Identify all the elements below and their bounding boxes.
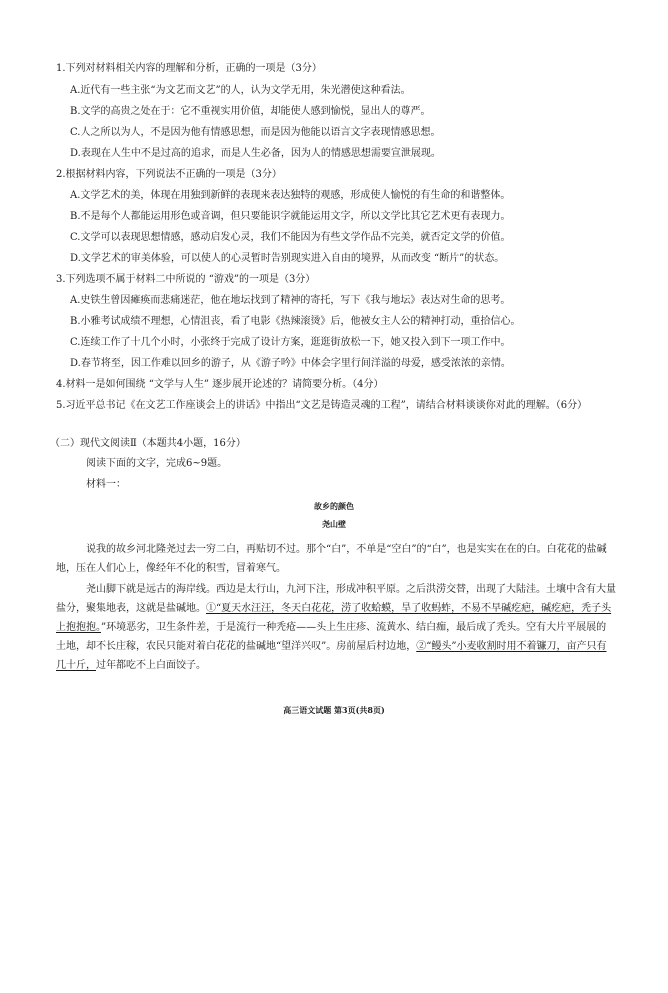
question-2-option-a: A.文学艺术的美，体现在用独到新鲜的表现来表达独特的观感，形成使人愉悦的有生命的和谐整体。 — [70, 190, 511, 201]
question-5: 5.习近平总书记《在文艺工作座谈会上的讲话》中指出“文艺是铸造灵魂的工程”，请结合材料谈谈你对此的理解。（6分） — [56, 400, 588, 411]
question-3-option-a: A.史铁生曾因瘫痪而悲痛迷茫，他在地坛找到了精神的寄托，写下《我与地坛》表达对生命的思考。 — [70, 295, 511, 306]
question-2-stem: 2.根据材料内容，下列说法不正确的一项是（3分） — [56, 169, 282, 180]
question-3-stem: 3.下列选项不属于材料二中所说的 “游戏”的一项是（3分） — [56, 274, 316, 285]
paragraph-2: 尧山脚下就是远古的海岸线。西边是太行山，九河下注，形成冲积平原。之后洪涝交替，出现了大陆洼。土壤中含有大量盐分，聚集地表，这就是盐碱地。①“夏天水汪汪，冬天白花花，涝了收蛤蟆，旱了收蚂蚱，不易不早碱疙疤，碱疙疤，秃子头上抱抱抱。”环境恶劣，卫生条件差，于是流行一种秃疮——头上生庄疹、流黄水、结白痂，最后成了秃头。空有大片平展展的土地，却不长庄稼，农民只能对着白花花的盐碱地“望洋兴叹”。房前屋后村边地，②“鳗头”小麦收割时用不着镰刀，亩产只有几十斤，过年都吃不上白面饺子。 — [56, 584, 616, 671]
article-author: 尧山壁 — [322, 519, 346, 529]
question-4: 4.材料一是如何围绕 “文学与人生” 逐步展开论述的？请简要分析。（4分） — [56, 379, 384, 390]
question-1-option-b: B.文学的高贵之处在于：它不重视实用价值，却能使人感到愉悦，显出人的尊严。 — [70, 106, 431, 117]
paragraph-1: 说我的故乡河北隆尧过去一穷二白，再贴切不过。那个“白”，不单是“空白”的“白”，也是实实在在的白。白花花的盐碱地，压在人们心上，像经年不化的积雪，冒着寒气。 — [56, 544, 607, 574]
question-1-stem: 1.下列对材料相关内容的理解和分析，正确的一项是（3分） — [56, 63, 322, 74]
question-3-option-b: B.小雅考试成绩不理想，心情沮丧，看了电影《热辣滚烫》后，他被女主人公的精神打动，重拾信心。 — [70, 316, 521, 327]
question-1-option-a: A.近代有一些主张“为文艺而文艺”的人，认为文学无用，朱光潜使这种看法。 — [70, 85, 411, 96]
reading-instruction: 阅读下面的文字，完成6~9题。 — [86, 458, 228, 469]
question-2-option-d: D.文学艺术的审美体验，可以使人的心灵暂时告别现实进入自由的境界，从而改变 “断片”的状态。 — [70, 253, 505, 264]
article-title: 故乡的颜色 — [314, 501, 354, 511]
question-2-option-b: B.不是每个人都能运用形色或音调，但只要能识字就能运用文字，所以文学比其它艺术更有表现力。 — [70, 211, 511, 222]
section-heading: （二）现代文阅读Ⅱ（本题共4小题，16分） — [50, 438, 246, 449]
question-1-option-d: D.表现在人生中不是过高的追求，而是人生必备，因为人的情感思想需要宣泄展现。 — [70, 148, 441, 159]
question-3-option-c: C.连续工作了十几个小时，小张终于完成了设计方案，逛逛街放松一下，她又投入到下一项工作中。 — [70, 337, 511, 348]
question-3-option-d: D.春节将至，因工作难以回乡的游子，从《游子吟》中体会字里行间洋溢的母爱，感受浓浓的亲情。 — [70, 358, 511, 369]
material-label: 材料一： — [86, 479, 126, 490]
question-1-option-c: C.人之所以为人，不是因为他有情感思想，而是因为他能以语言文字表现情感思想。 — [70, 127, 441, 138]
underlined-sentence-2: ②“鳗头”小麦收割时用不着镰刀，亩产只有几十斤， — [56, 641, 607, 671]
question-2-option-c: C.文学可以表现思想情感，感动启发心灵，我们不能因为有些文学作品不完美，就否定文学的价值。 — [70, 232, 511, 243]
underlined-sentence-1: ①“夏天水汪汪，冬天白花花，涝了收蛤蟆，旱了收蚂蚱，不易不早碱疙疤，碱疙疤，秃子头上抱抱抱。 — [56, 603, 612, 633]
page-footer: 高三语文试题 第3页(共8页) — [283, 705, 385, 715]
